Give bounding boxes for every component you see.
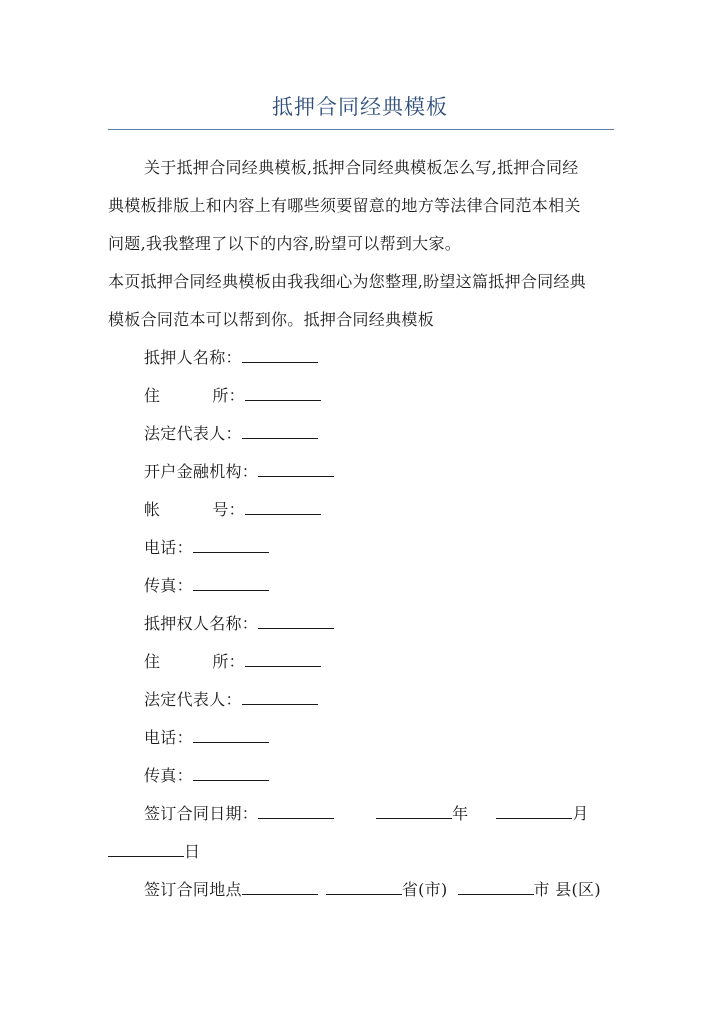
fill-blank [193,728,269,743]
field-label-part-a: 住 [144,386,161,405]
field-label: 电话： [144,728,193,747]
year-blank [376,804,452,819]
field-label: 电话： [144,538,193,557]
title-divider [108,129,614,130]
fill-blank [242,690,318,705]
mortgagee-address-field [144,652,321,672]
account-field [144,500,321,520]
document-title: 抵押合同经典模板 [272,95,448,119]
fill-blank [193,766,269,781]
mortgagor-fax-field [144,576,269,596]
day-label: 日 [184,842,201,861]
province-blank [326,880,402,895]
sign-place-field [144,880,601,900]
field-label: 法定代表人： [144,690,242,709]
month-label: 月 [572,804,589,823]
field-label-part-a: 帐 [144,500,161,519]
province-label: 省(市) [401,880,448,899]
mortgagor-legal-rep-field [144,424,318,444]
sign-date-field [144,804,589,824]
fill-blank [258,804,334,819]
bank-field [144,462,334,482]
mortgagee-phone-field [144,728,269,748]
field-label: 签订合同日期： [144,804,259,823]
field-label: 抵押人名称： [144,348,242,367]
field-label-part-b: 所： [212,652,245,671]
mortgagee-legal-rep-field [144,690,318,710]
field-label: 传真： [144,576,193,595]
field-label: 法定代表人： [144,424,242,443]
year-label: 年 [452,804,469,823]
fill-blank [258,462,334,477]
fill-blank [193,576,269,591]
mortgagor-name-field [144,348,318,368]
fill-blank [258,614,334,629]
month-blank [496,804,572,819]
field-label-part-a: 住 [144,652,161,671]
mortgagor-phone-field [144,538,269,558]
fill-blank [245,500,321,515]
field-label-part-b: 所： [212,386,245,405]
intro-line-1: 关于抵押合同经典模板,抵押合同经典模板怎么写,抵押合同经 [144,158,579,177]
fill-blank [245,386,321,401]
city-blank [458,880,534,895]
fill-blank [242,880,318,895]
fill-blank [193,538,269,553]
intro-line-5: 模板合同范本可以帮到你。抵押合同经典模板 [108,310,435,329]
mortgagor-address-field [144,386,321,406]
sign-date-day-field [108,842,200,862]
fill-blank [245,652,321,667]
field-label: 开户金融机构： [144,462,259,481]
field-label: 抵押权人名称： [144,614,259,633]
field-label-part-b: 号： [212,500,245,519]
intro-line-3: 问题,我我整理了以下的内容,盼望可以帮到大家。 [108,234,462,253]
mortgagee-name-field [144,614,334,634]
intro-line-2: 典模板排版上和内容上有哪些须要留意的地方等法律合同范本相关 [108,196,581,215]
day-blank [108,842,184,857]
city-county-label: 市 县(区) [533,880,601,899]
fill-blank [242,424,318,439]
mortgagee-fax-field [144,766,269,786]
intro-line-4: 本页抵押合同经典模板由我我细心为您整理,盼望这篇抵押合同经典 [108,272,587,291]
field-label: 签订合同地点 [144,880,242,899]
field-label: 传真： [144,766,193,785]
fill-blank [242,348,318,363]
